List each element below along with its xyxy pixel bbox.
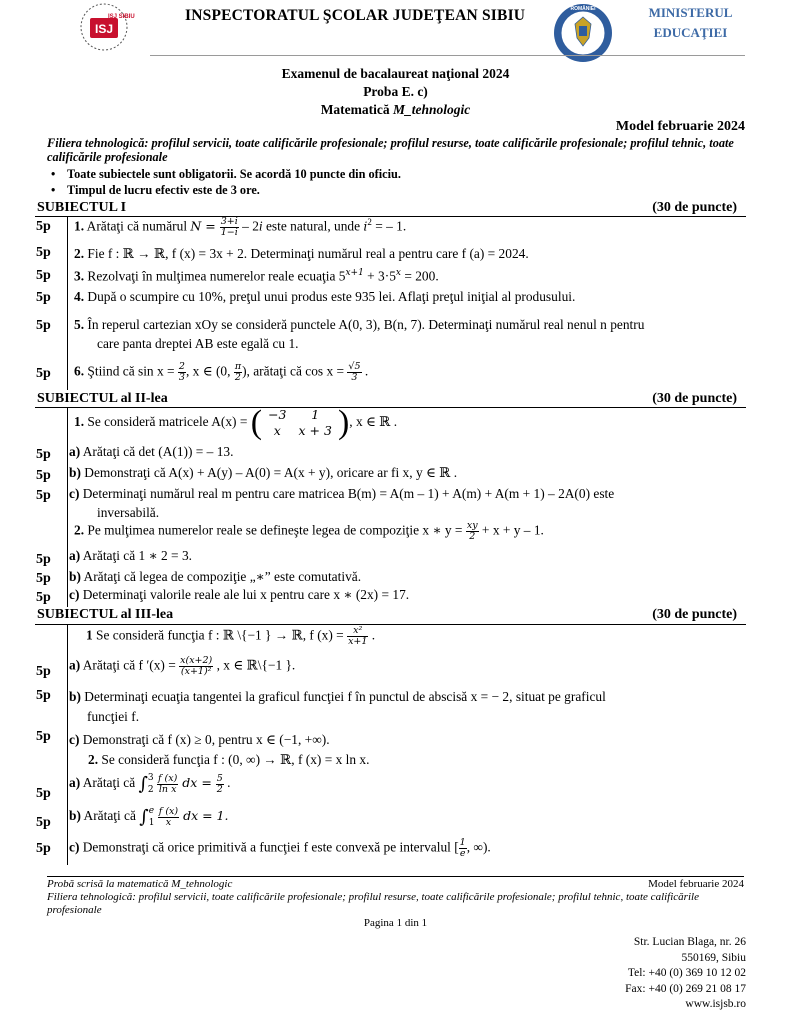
footer-left: Probă scrisă la matematică M_tehnologic	[47, 878, 233, 890]
s1-q1: 1. Arătaţi că numărul N = $\frac{3+i}{1-i}$ – 2i este natural, unde $i^2$ = – 1.	[74, 216, 407, 238]
s1-q2: 2. Fie f : ℝ → ℝ, f (x) = 3x + 2. Determinaţi numărul real a pentru care f (a) = 2024.	[74, 246, 529, 261]
points-label: 5p	[36, 786, 51, 801]
points-label: 5p	[36, 290, 51, 305]
s2-2b: b) Arătaţi că legea de compoziţie „∗” este comutativă.	[69, 569, 362, 584]
isj-logo	[73, 2, 135, 52]
rule-item: • Toate subiectele sunt obligatorii. Se acordă 10 puncte din oficiu.	[47, 167, 401, 183]
seal-text: GUVERNUL ROMÂNIEI	[568, 0, 598, 12]
logo-caption: ISJ SIBIU	[108, 14, 135, 20]
points-label: 5p	[36, 552, 51, 567]
address-line: Str. Lucian Blaga, nr. 26	[633, 936, 746, 948]
footer-filiera: Filiera tehnologică: profilul servicii, toate calificările profesionale; profilul resurse, toate calificările profesionale; profilul tehnic, toate calificările profesionale	[47, 891, 699, 916]
s3-1c: c) Demonstraţi că f (x) ≥ 0, pentru x ∈ (−1, +∞).	[69, 732, 330, 747]
ministry-name	[633, 3, 748, 43]
points-label: 5p	[36, 664, 51, 679]
s2-intro2: 2. Pe mulţimea numerelor reale se defineşte legea de compoziţie x ∗ y = $\frac{xy}{2}$ + x + y – 1.	[74, 520, 544, 542]
points-label: 5p	[36, 268, 51, 283]
points-label: 5p	[36, 447, 51, 462]
points-label: 5p	[36, 468, 51, 483]
model-label: Model februarie 2024	[615, 119, 745, 134]
s3-2c: c) Demonstraţi că orice primitivă a funcţiei f este convexă pe intervalul [ $\frac{1}{e}$ , ∞).	[69, 837, 491, 859]
points-label: 5p	[36, 815, 51, 830]
fax-line: Fax: +40 (0) 269 21 08 17	[625, 982, 746, 995]
section-rule	[35, 624, 746, 625]
s2-intro: 1. Se consideră matricele A(x) = ( −3 1 x x + 3 ), x ∈ ℝ .	[74, 404, 398, 441]
s2-1a: a) Arătaţi că det (A(1)) = – 13.	[69, 444, 234, 459]
s1-q4: 4. După o scumpire cu 10%, preţul unui produs este 935 lei. Aflaţi preţul iniţial al produsului.	[74, 289, 576, 304]
website-link[interactable]: www.isjsb.ro	[685, 998, 746, 1010]
s2-1c-line2: inversabilă.	[97, 505, 160, 520]
points-label: 5p	[36, 488, 51, 503]
section-title-1: SUBIECTUL I (30 de puncte)	[37, 200, 737, 215]
ministry-line1: MINISTERUL	[648, 5, 733, 20]
footer-right: Model februarie 2024	[648, 878, 744, 890]
points-label: 5p	[36, 366, 51, 381]
s3-1b: b) Determinaţi ecuaţia tangentei la graficul funcţiei f în punctul de abscisă x = − 2, situat pe graficul	[69, 689, 606, 704]
footer-divider	[47, 876, 744, 877]
section-points: (30 de puncte)	[652, 391, 737, 406]
exam-proba: Proba E. c)	[363, 84, 428, 99]
section-points: (30 de puncte)	[652, 607, 737, 622]
points-label: 5p	[36, 688, 51, 703]
s3-intro: 1 Se consideră funcţia f : ℝ \{−1 } → ℝ, f (x) = $\frac{\text{x²}}{x+1}$ .	[86, 625, 376, 647]
s1-q5: 5. În reperul cartezian xOy se consideră punctele A(0, 3), B(n, 7). Determinaţi numărul real nenul n pentru	[74, 317, 645, 332]
exam-subject: Matematică M_tehnologic	[320, 102, 471, 117]
s1-q6: 6. Ştiind că sin x = $\frac{2}{3}$ , x ∈ (0, $\frac{\pi}{2}$ ), arătaţi că cos x = $\frac{√5}{3}$ .	[74, 361, 369, 383]
phone-line: Tel: +40 (0) 369 10 12 02	[627, 967, 746, 979]
s2-2c: c) Determinaţi valorile reale ale lui x pentru care x ∗ (2x) = 17.	[69, 587, 410, 602]
ministry-line2: EDUCAŢIEI	[653, 25, 728, 40]
s1-q3: 3. Rezolvaţi în mulţimea numerelor reale ecuaţia $5^{x+1} + 3\cdot 5^x = 200$.	[74, 268, 439, 284]
rule-item: • Timpul de lucru efectiv este de 3 ore.	[47, 183, 401, 199]
svg-text:ISJ: ISJ	[94, 22, 114, 36]
s3-2b: b) Arătaţi că ∫ e 1 $\frac{f (x)}{x}$ dx = 1.	[69, 805, 229, 828]
s3-1b-line2: funcţiei f.	[87, 709, 140, 724]
filiera-text: Filiera tehnologică: profilul servicii, toate calificările profesionale; profilul resurse, toate calificările profesionale; profilul tehnic, toate calificările profesionale	[47, 136, 734, 164]
s2-2a: a) Arătaţi că 1 ∗ 2 = 3.	[69, 548, 193, 563]
address-block	[625, 935, 746, 1013]
points-label: 5p	[36, 318, 51, 333]
points-label: 5p	[36, 219, 51, 234]
s3-intro2: 2. Se consideră funcţia f : (0, ∞) → ℝ, f (x) = x ln x.	[88, 752, 370, 767]
points-column-divider	[67, 407, 68, 607]
points-label: 5p	[36, 729, 51, 744]
section-title-3: SUBIECTUL al III-lea (30 de puncte)	[37, 607, 737, 622]
section-title-2: SUBIECTUL al II-lea (30 de puncte)	[37, 391, 737, 406]
inspectorate-title: INSPECTORATUL ŞCOLAR JUDEŢEAN SIBIU	[185, 7, 526, 24]
points-label: 5p	[36, 571, 51, 586]
section-points: (30 de puncte)	[652, 200, 737, 215]
points-label: 5p	[36, 590, 51, 605]
s2-1b: b) Demonstraţi că A(x) + A(y) – A(0) = A(x + y), oricare ar fi x, y ∈ ℝ .	[69, 465, 458, 480]
points-column-divider	[67, 216, 68, 390]
s2-1c: c) Determinaţi numărul real m pentru care matricea B(m) = A(m – 1) + A(m) + A(m + 1) – 2A(0) este	[69, 486, 615, 501]
s3-1a: a) Arătaţi că f ′(x) = $\frac{x(x+2)}{\text{(x+1)²}}$ , x ∈ ℝ\{−1 }.	[69, 655, 296, 677]
points-label: 5p	[36, 245, 51, 260]
points-label: 5p	[36, 841, 51, 856]
s1-q5-line2: care panta dreptei AB este egală cu 1.	[97, 336, 299, 351]
exam-title: Examenul de bacalaureat naţional 2024	[281, 66, 510, 81]
header-divider	[150, 55, 745, 56]
address-line: 550169, Sibiu	[681, 951, 746, 964]
points-column-divider	[67, 624, 68, 865]
exam-rules	[47, 167, 401, 198]
page-number: Pagina 1 din 1	[363, 917, 428, 929]
s3-2a: a) Arătaţi că ∫ 3 2 $\frac{f (x)}{\text{ln x}}$ dx = $\frac{5}{2}$ .	[69, 772, 231, 795]
